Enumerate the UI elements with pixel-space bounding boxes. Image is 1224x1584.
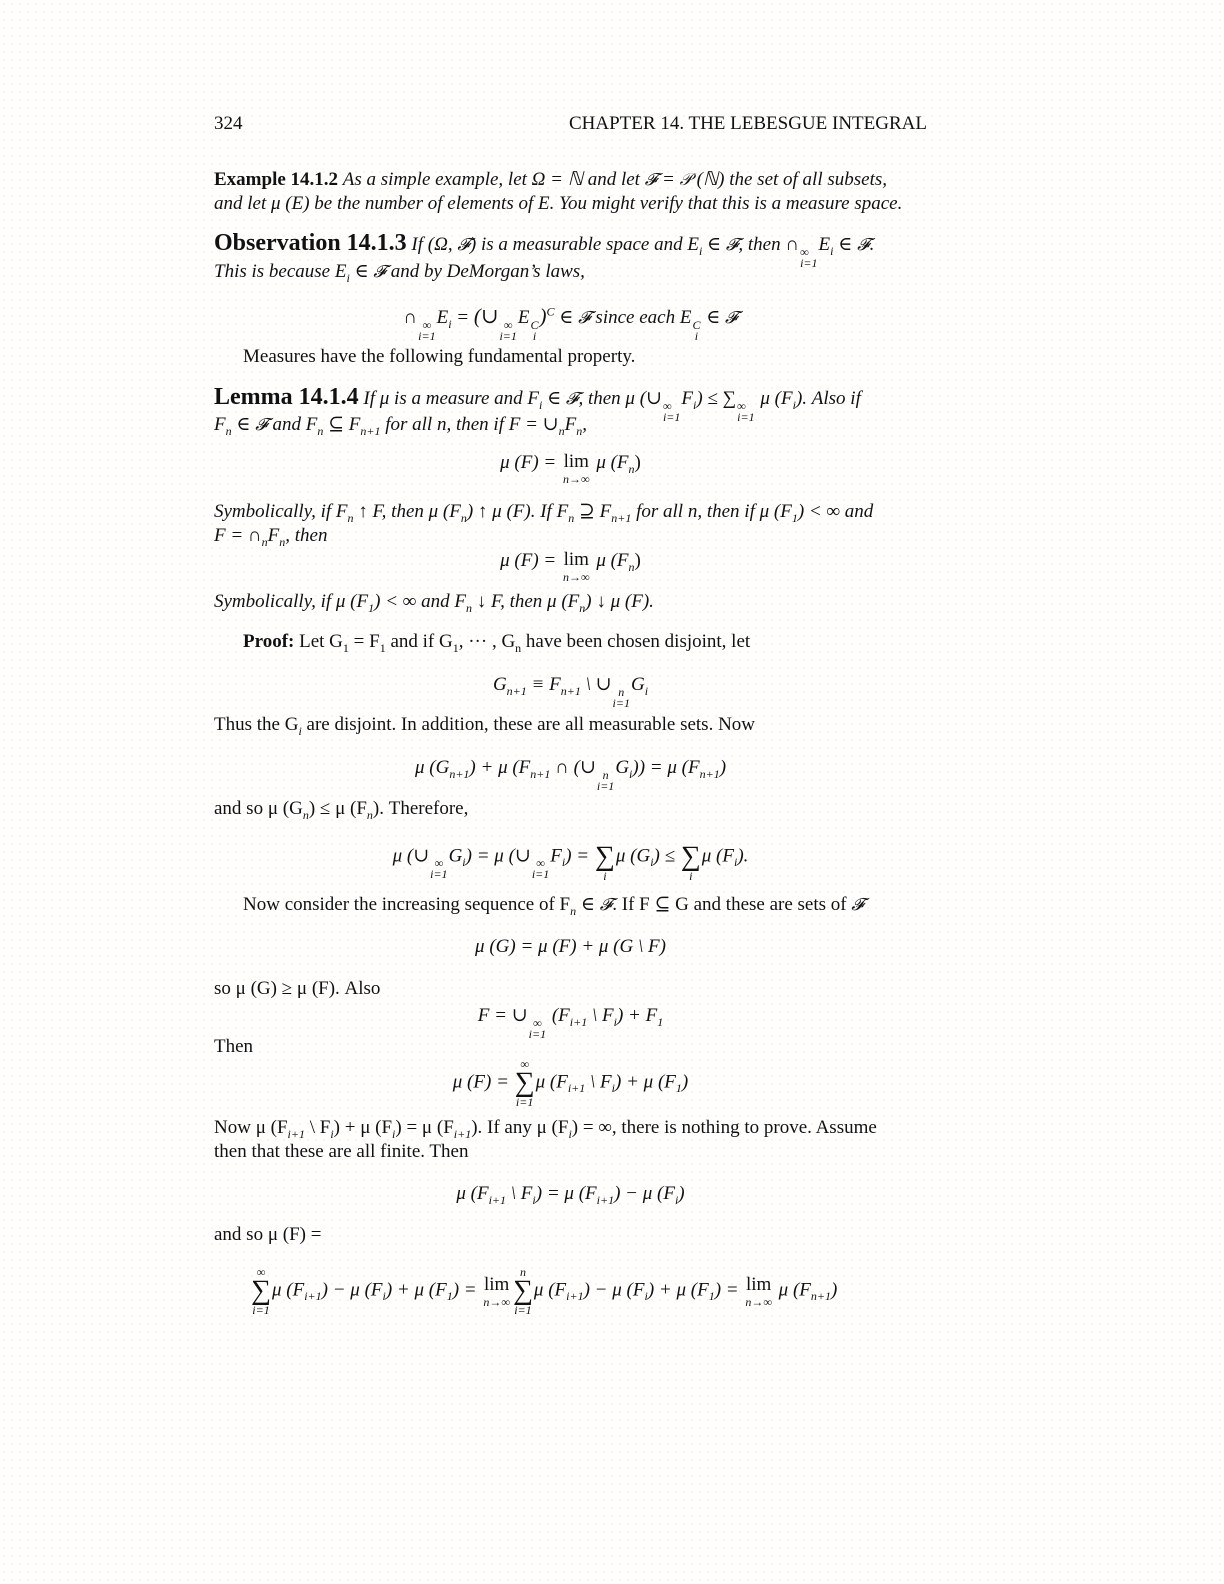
math-fragment: , then <box>285 525 328 546</box>
math-fragment: i <box>629 766 633 781</box>
limit-operator <box>563 549 590 584</box>
math-fragment: i <box>561 855 566 870</box>
math-fragment: ∈ <box>542 388 566 409</box>
math-fragment: i <box>603 869 607 883</box>
math-fragment: Let G <box>294 631 343 652</box>
proof-line-6: Then <box>214 1036 254 1057</box>
math-fragment: n <box>225 423 232 438</box>
math-fragment: ∈ <box>833 234 858 255</box>
math-fragment: \ F <box>587 1005 614 1026</box>
proof-line-3 <box>214 797 927 821</box>
math-fragment: i <box>689 869 693 883</box>
math-fragment: have been chosen disjoint, let <box>521 631 751 652</box>
union-limits <box>597 770 614 792</box>
math-fragment: 𝓕 <box>457 235 470 255</box>
math-fragment: ) ≤ μ (F <box>308 798 367 819</box>
math-fragment: F = ∩ <box>214 525 262 546</box>
math-fragment: 𝓕 <box>599 895 613 915</box>
math-fragment: and F <box>267 414 318 435</box>
math-fragment: Now μ (F <box>214 1117 288 1138</box>
math-fragment: μ (F <box>271 1279 305 1301</box>
math-fragment: ) < ∞ and <box>797 501 874 522</box>
math-fragment: ) = ∞, there is nothing to prove. Assume <box>571 1117 877 1138</box>
math-fragment: ) <box>678 1183 685 1204</box>
observation-label: Observation 14.1.3 <box>214 230 407 256</box>
math-fragment: ) <box>719 757 727 778</box>
math-fragment: ) = <box>452 1279 482 1301</box>
math-fragment: i=1 <box>515 1095 534 1109</box>
math-fragment: ∞ <box>256 1265 266 1279</box>
equation-monotone-split: μ (G) = μ (F) + μ (G \ F) <box>475 936 666 957</box>
math-fragment: 1 <box>675 1081 682 1096</box>
math-fragment: ) + μ (F <box>647 1279 709 1301</box>
lemma-symbolic-2 <box>214 524 927 548</box>
math-fragment: for all n, then if F = ∪ <box>380 414 559 435</box>
math-fragment: n+1 <box>449 766 470 781</box>
math-fragment: = F <box>348 631 380 652</box>
complement-index <box>531 320 539 342</box>
equation-measure-split <box>214 756 927 792</box>
math-fragment: i <box>734 855 738 870</box>
math-fragment: E <box>818 234 831 255</box>
math-fragment: ) = μ (∪ <box>465 845 531 867</box>
math-fragment: i <box>644 1289 648 1304</box>
math-fragment: i+1 <box>304 1289 322 1304</box>
math-fragment: , <box>582 414 587 435</box>
equation-mu-f-series <box>214 1058 927 1108</box>
proof-line-7 <box>214 1116 927 1140</box>
math-fragment: ∈ <box>576 894 600 915</box>
math-fragment: i <box>539 397 543 412</box>
math-fragment: for all n, then if μ (F <box>631 501 792 522</box>
math-fragment: i <box>448 316 452 331</box>
math-fragment: (F <box>547 1005 570 1026</box>
union-limits <box>613 687 630 709</box>
observation-text <box>411 234 875 270</box>
math-fragment: Symbolically, if μ (F <box>214 591 369 612</box>
example-line-1 <box>214 168 927 192</box>
math-fragment: μ (F <box>533 1279 567 1301</box>
math-fragment: n <box>302 807 309 822</box>
equation-difference <box>214 1182 927 1206</box>
proof-line-9: and so μ (F) = <box>214 1224 322 1245</box>
math-fragment: i=1 <box>418 329 436 343</box>
equation-g-definition <box>214 673 927 709</box>
math-fragment: i <box>392 1126 396 1141</box>
math-fragment: n→∞ <box>483 1294 510 1309</box>
math-fragment: ) <box>634 452 641 473</box>
math-fragment: i <box>298 723 302 738</box>
math-fragment: E <box>436 307 449 328</box>
math-fragment: 1 <box>791 510 798 525</box>
math-fragment: ∈ <box>554 307 579 328</box>
math-fragment: , then μ (∪ <box>578 388 662 409</box>
math-fragment: ) ≤ <box>653 845 680 867</box>
math-fragment: 1 <box>657 1014 664 1029</box>
math-fragment: i=1 <box>596 779 615 793</box>
math-fragment: ) = μ (F <box>395 1117 454 1138</box>
math-fragment: 𝓕 <box>857 235 870 255</box>
math-fragment: ∞ <box>503 318 513 332</box>
math-fragment: \ F <box>506 1183 533 1204</box>
math-fragment: n <box>279 534 286 549</box>
math-fragment: ∞ <box>533 1016 542 1030</box>
example-text-a: As a simple example, let Ω = ℕ and let <box>342 169 645 190</box>
summation-symbol <box>681 832 701 882</box>
math-fragment: lim <box>563 549 589 570</box>
math-fragment: i+1 <box>453 1126 472 1141</box>
summation-symbol <box>595 832 615 882</box>
intersection-limits <box>418 320 435 342</box>
math-fragment: i <box>330 1126 334 1141</box>
math-fragment: and by DeMorgan’s laws, <box>385 261 585 282</box>
math-fragment: ) <box>539 304 547 328</box>
sigma-algebra-symbol: 𝓕 <box>644 170 658 190</box>
summation-symbol <box>513 1266 533 1316</box>
math-fragment: G <box>630 674 645 695</box>
math-fragment: 𝓕 <box>725 308 738 328</box>
math-fragment: \ F <box>304 1117 331 1138</box>
math-fragment: , ··· , G <box>458 631 516 652</box>
math-fragment: i <box>650 855 654 870</box>
math-fragment: ∈ <box>231 414 256 435</box>
complement-index <box>692 320 700 342</box>
math-fragment: i <box>532 1192 536 1207</box>
math-fragment: 1 <box>379 640 386 655</box>
math-fragment: ) + μ (F <box>469 757 531 778</box>
math-fragment: n <box>366 807 373 822</box>
math-fragment: i=1 <box>499 329 517 343</box>
math-fragment: ∞ <box>520 1057 529 1071</box>
math-fragment: n <box>576 423 583 438</box>
math-fragment: n <box>558 423 565 438</box>
math-fragment: ∩ (∪ <box>550 757 596 778</box>
math-fragment: . <box>869 234 875 255</box>
math-fragment: n <box>515 640 522 655</box>
math-fragment: ). If any μ (F <box>471 1117 569 1138</box>
math-fragment: n <box>347 510 354 525</box>
math-fragment: i <box>532 329 537 343</box>
math-fragment: ∑ <box>512 1275 533 1306</box>
proof-line-5: so μ (G) ≥ μ (F). Also <box>214 978 381 999</box>
union-limits <box>499 320 516 342</box>
math-fragment: ∈ <box>349 261 374 282</box>
power-set-symbol: 𝒫 <box>679 170 692 190</box>
math-fragment: n <box>261 534 268 549</box>
math-fragment: F <box>214 414 226 435</box>
math-fragment: are disjoint. In addition, these are all measurable sets. Now <box>301 714 756 735</box>
math-fragment: n+1 <box>810 1289 831 1304</box>
math-fragment: n→∞ <box>563 570 590 584</box>
math-fragment: n <box>570 903 577 918</box>
example-label: Example 14.1.2 <box>214 169 339 190</box>
math-fragment: i+1 <box>488 1192 507 1207</box>
math-fragment: i=1 <box>514 1303 532 1317</box>
math-fragment: n→∞ <box>563 472 590 486</box>
math-fragment: F <box>267 525 280 546</box>
math-fragment: μ (F <box>773 1279 811 1301</box>
math-fragment: ⊇ F <box>574 501 612 522</box>
math-fragment: G <box>448 845 463 867</box>
math-fragment: i=1 <box>531 867 550 882</box>
math-fragment: \ F <box>585 1071 612 1093</box>
math-fragment: 𝓕 <box>578 308 591 328</box>
proof-line-2 <box>214 713 927 737</box>
math-fragment: 1 <box>708 1289 715 1304</box>
math-fragment: i <box>792 397 796 412</box>
math-fragment: μ (F <box>591 550 629 571</box>
math-fragment: \ ∪ <box>580 674 612 695</box>
math-fragment: )) = μ (F <box>632 757 700 778</box>
math-fragment: i <box>613 1014 617 1029</box>
math-fragment: i=1 <box>252 1303 270 1317</box>
math-fragment: ∩ <box>403 307 418 328</box>
math-fragment: Thus the G <box>214 714 299 735</box>
math-fragment: i <box>644 683 649 698</box>
math-fragment: ) <box>634 550 641 571</box>
math-fragment: ↑ F, then μ (F <box>353 501 461 522</box>
math-fragment: i=1 <box>737 410 755 424</box>
math-fragment: ). Therefore, <box>372 798 469 819</box>
math-fragment: i+1 <box>566 1289 584 1304</box>
math-fragment: i=1 <box>612 696 630 710</box>
math-fragment: G <box>615 757 630 778</box>
math-fragment: i=1 <box>662 410 681 424</box>
math-fragment: 𝓕 <box>373 262 386 282</box>
math-fragment: μ (F <box>701 845 734 867</box>
lemma-equation-increasing <box>214 451 927 486</box>
proof-label: Proof: <box>243 631 295 652</box>
math-fragment: 𝓕 <box>725 235 739 255</box>
math-fragment: and so μ (G <box>214 798 303 819</box>
lemma-symbolic-3 <box>214 590 927 614</box>
math-fragment: C <box>530 318 539 332</box>
example-text-b: = <box>657 169 680 190</box>
math-fragment: This is because E <box>214 261 347 282</box>
example-line-2: and let μ (E) be the number of elements of E. You might verify that this is a measure space. <box>214 193 903 214</box>
math-fragment: ) − μ (F <box>321 1279 383 1301</box>
math-fragment: 𝓕 <box>851 895 864 915</box>
proof-line-8: then that these are all finite. Then <box>214 1141 469 1162</box>
math-fragment: μ (F) = <box>500 550 561 571</box>
math-fragment: ) <box>681 1071 689 1093</box>
math-fragment: ) − μ (F <box>583 1279 645 1301</box>
math-fragment: ∞ <box>800 245 809 259</box>
math-fragment: n <box>628 461 635 476</box>
lemma-equation-decreasing <box>214 549 927 584</box>
math-fragment: n+1 <box>611 510 632 525</box>
math-fragment: If μ is a measure and F <box>363 388 539 409</box>
math-fragment: ∑ <box>251 1275 271 1306</box>
math-fragment: ) ↓ μ (F). <box>585 591 654 612</box>
math-fragment: ∞ <box>737 399 746 413</box>
math-fragment: and if G <box>385 631 453 652</box>
math-fragment: ). Also if <box>795 388 861 409</box>
math-fragment: ↓ F, then μ (F <box>471 591 580 612</box>
math-fragment: i+1 <box>569 1014 588 1029</box>
math-fragment: ) + μ (F <box>615 1071 676 1093</box>
math-fragment: ) + μ (F <box>333 1117 393 1138</box>
math-fragment: ) − μ (F <box>614 1183 675 1204</box>
math-fragment: n+1 <box>560 683 581 698</box>
math-fragment: n <box>628 559 635 574</box>
math-fragment: ∞ <box>434 856 444 871</box>
summation-symbol <box>515 1058 535 1108</box>
math-fragment: i+1 <box>287 1126 305 1141</box>
math-fragment: n <box>465 600 472 615</box>
math-fragment: ) = <box>565 845 594 867</box>
math-fragment: ). <box>737 845 749 867</box>
lemma-label: Lemma 14.1.4 <box>214 384 359 410</box>
math-fragment: i=1 <box>430 867 448 882</box>
math-fragment: lim <box>484 1273 510 1295</box>
math-fragment: n+1 <box>360 423 381 438</box>
proof-line-1 <box>214 630 956 654</box>
math-fragment: C <box>546 304 555 319</box>
math-fragment: , then ∩ <box>738 234 800 255</box>
math-fragment: 𝓕 <box>255 415 268 435</box>
math-fragment: i <box>693 397 697 412</box>
math-fragment: μ (F <box>755 388 793 409</box>
example-text <box>343 169 887 190</box>
math-fragment: ∞ <box>536 856 545 871</box>
math-fragment: 1 <box>446 1289 453 1304</box>
math-fragment: ) < ∞ and F <box>374 591 466 612</box>
math-fragment: μ (F <box>456 1183 489 1204</box>
math-fragment: C <box>692 318 701 332</box>
math-fragment: μ (F) = <box>452 1071 514 1093</box>
math-fragment: ) + F <box>616 1005 658 1026</box>
math-fragment: ) = <box>714 1279 744 1301</box>
math-fragment: ∈ <box>702 234 726 255</box>
math-fragment: μ (∪ <box>392 845 430 867</box>
example-text-c: (ℕ) the set of all subsets, <box>691 169 888 190</box>
math-fragment: ∞ <box>662 399 672 413</box>
math-fragment: F <box>564 414 577 435</box>
math-fragment: ) + μ (F <box>385 1279 447 1301</box>
math-fragment: = <box>451 307 474 328</box>
math-fragment: μ (F <box>535 1071 568 1093</box>
limit-operator <box>745 1274 772 1309</box>
union-limits <box>532 858 549 880</box>
math-fragment: i <box>698 243 703 258</box>
running-header: CHAPTER 14. THE LEBESGUE INTEGRAL <box>569 113 927 134</box>
math-fragment: 𝓕 <box>565 389 579 409</box>
demorgan-equation <box>214 304 927 342</box>
math-fragment: 1 <box>452 640 459 655</box>
math-fragment: n <box>317 423 324 438</box>
math-fragment: i <box>611 1081 616 1096</box>
math-fragment: i <box>674 1192 679 1207</box>
math-fragment: ) = μ (F <box>535 1183 597 1204</box>
proof-line-4 <box>214 893 956 917</box>
math-fragment: n+1 <box>530 766 551 781</box>
math-fragment: since each E <box>590 307 692 328</box>
math-fragment: i <box>830 243 834 258</box>
math-fragment: ) ≤ ∑ <box>696 388 737 409</box>
math-fragment: F <box>550 845 562 867</box>
math-fragment: n <box>618 685 625 699</box>
math-fragment: (∪ <box>473 304 499 328</box>
math-fragment: ⊆ F <box>323 414 361 435</box>
math-fragment: n <box>460 510 467 525</box>
math-fragment: ∞ <box>422 318 432 332</box>
lemma-text <box>363 388 861 424</box>
summation-symbol <box>251 1266 271 1316</box>
math-fragment: i <box>568 1126 572 1141</box>
math-fragment: ∈ <box>701 307 726 328</box>
math-fragment: i <box>462 855 466 870</box>
math-fragment: ) is a measurable space and E <box>469 234 699 255</box>
math-fragment: lim <box>745 1273 772 1295</box>
limit-operator <box>483 1274 510 1309</box>
math-fragment: i <box>382 1289 386 1304</box>
union-limits <box>430 858 447 880</box>
math-fragment: ∑ <box>514 1067 535 1098</box>
math-fragment: . If F ⊆ G and these are sets of <box>612 894 852 915</box>
limit-operator <box>563 451 590 486</box>
math-fragment: n <box>519 1265 526 1279</box>
math-fragment: i=1 <box>800 256 818 270</box>
math-fragment: i+1 <box>567 1081 586 1096</box>
math-fragment: n→∞ <box>745 1294 772 1309</box>
observation-line-2 <box>214 256 927 285</box>
math-fragment: ) <box>831 1279 838 1301</box>
math-fragment: F <box>681 388 694 409</box>
math-fragment: i <box>346 270 350 285</box>
math-fragment: μ (G <box>615 845 651 867</box>
lemma-symbolic-1 <box>214 500 927 524</box>
math-fragment: n <box>602 768 609 782</box>
math-fragment: 1 <box>368 600 375 615</box>
math-fragment: μ (F <box>591 452 629 473</box>
equation-telescoping <box>250 1266 963 1316</box>
math-fragment: ∑ <box>680 841 701 872</box>
math-fragment: μ (F) = <box>500 452 561 473</box>
math-fragment: i=1 <box>528 1027 547 1041</box>
measures-sentence: Measures have the following fundamental property. <box>243 346 636 367</box>
page-number: 324 <box>214 113 243 134</box>
math-fragment: Symbolically, if F <box>214 501 348 522</box>
math-fragment: i <box>694 329 699 343</box>
math-fragment: ) ↑ μ (F). If F <box>466 501 569 522</box>
math-fragment: ≡ F <box>526 674 561 695</box>
math-fragment: If (Ω, <box>411 234 458 255</box>
lemma-line-2 <box>214 410 927 438</box>
math-fragment: n+1 <box>506 683 527 698</box>
math-fragment: n+1 <box>699 766 720 781</box>
math-fragment: G <box>492 674 507 695</box>
math-fragment: F = ∪ <box>477 1005 528 1026</box>
math-fragment: lim <box>563 451 589 472</box>
math-fragment: Now consider the increasing sequence of F <box>243 894 571 915</box>
math-fragment: 1 <box>342 640 349 655</box>
math-fragment: E <box>517 307 530 328</box>
math-fragment: n <box>579 600 586 615</box>
math-fragment: i+1 <box>596 1192 615 1207</box>
equation-subadditivity <box>214 832 927 882</box>
math-fragment: n <box>568 510 575 525</box>
math-fragment: μ (G <box>414 757 450 778</box>
math-fragment: ∑ <box>594 841 615 872</box>
